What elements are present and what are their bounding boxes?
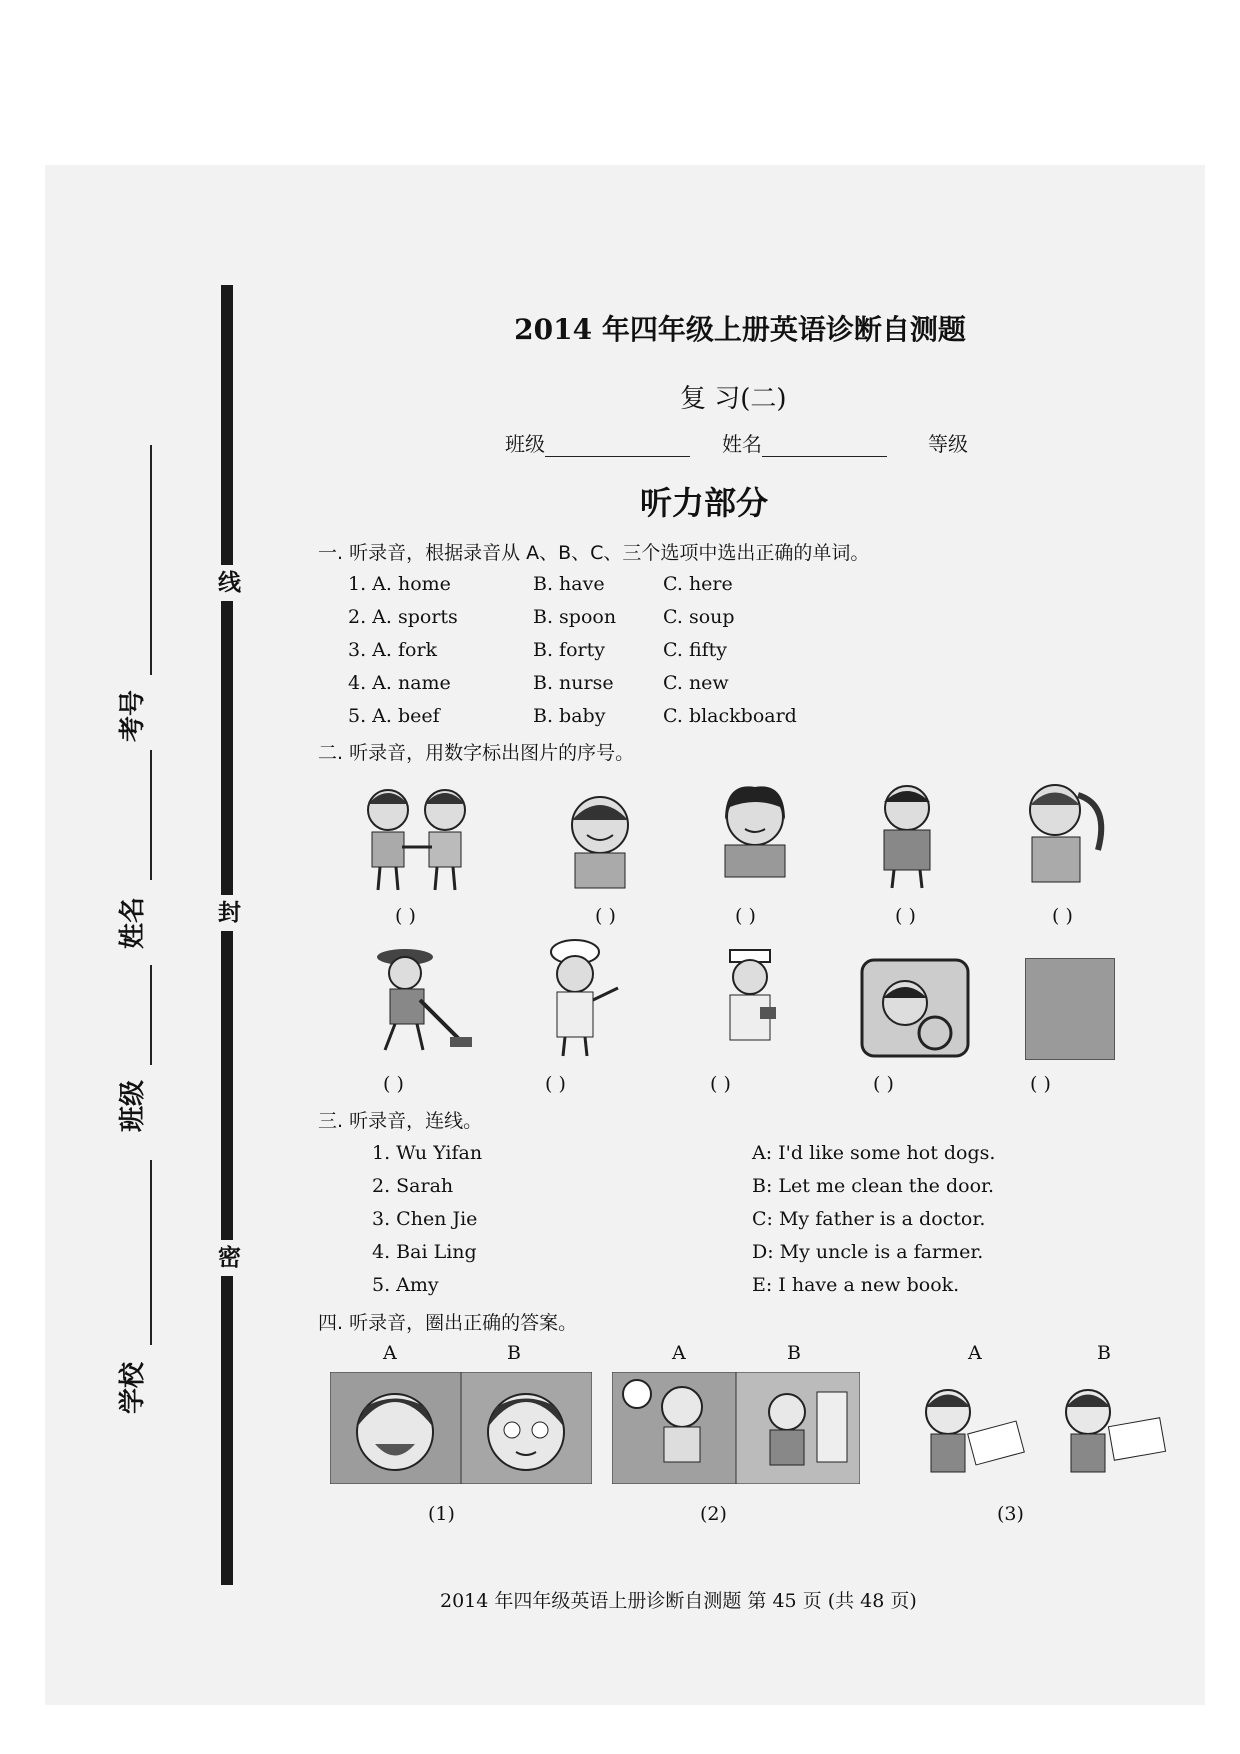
- nurse-icon: [705, 945, 795, 1055]
- girl-icon: [700, 782, 810, 882]
- paren-3[interactable]: ( ): [735, 905, 756, 927]
- q4-option-c[interactable]: C. new: [663, 672, 729, 694]
- paren-7[interactable]: ( ): [545, 1073, 566, 1095]
- name-field-label: 姓名: [722, 432, 762, 456]
- match-right-e[interactable]: E: I have a new book.: [752, 1274, 960, 1296]
- seal-word-seal: 封: [218, 895, 236, 931]
- q5-option-a[interactable]: 5. A. beef: [348, 705, 440, 727]
- q1-option-a[interactable]: 1. A. home: [348, 573, 451, 595]
- smiling-girl-icon: [545, 790, 655, 890]
- page-title: 2014 年四年级上册英语诊断自测题: [514, 313, 966, 346]
- q5-option-c[interactable]: C. blackboard: [663, 705, 797, 727]
- label-exam-number: 考号: [118, 690, 148, 743]
- part1-title: 一. 听录音，根据录音从 A、B、C、三个选项中选出正确的单词。: [318, 542, 870, 564]
- paren-9[interactable]: ( ): [873, 1073, 894, 1095]
- label-class: 班级: [118, 1080, 148, 1133]
- grade-field[interactable]: [928, 428, 968, 457]
- q3-option-b[interactable]: B. forty: [533, 639, 605, 661]
- label-school: 学校: [118, 1362, 148, 1415]
- q2-option-b[interactable]: B. spoon: [533, 606, 617, 628]
- name-line: [150, 750, 152, 880]
- paren-10[interactable]: ( ): [1030, 1073, 1051, 1095]
- farmer-icon: [365, 945, 475, 1055]
- match-left-5[interactable]: 5. Amy: [372, 1274, 439, 1296]
- q4-number-2: (2): [700, 1503, 727, 1525]
- grade-field-label: 等级: [928, 432, 968, 456]
- two-girls-icon: [350, 782, 485, 892]
- paren-5[interactable]: ( ): [1052, 905, 1073, 927]
- match-left-4[interactable]: 4. Bai Ling: [372, 1241, 477, 1263]
- part2-title: 二. 听录音，用数字标出图片的序号。: [318, 742, 635, 764]
- ball-and-painting-image[interactable]: [612, 1372, 860, 1484]
- match-right-a[interactable]: A: I'd like some hot dogs.: [752, 1142, 996, 1164]
- q3-option-c[interactable]: C. fifty: [663, 639, 728, 661]
- q4-2-letter-b: B: [787, 1342, 801, 1364]
- q2-option-c[interactable]: C. soup: [663, 606, 735, 628]
- match-right-b[interactable]: B: Let me clean the door.: [752, 1175, 995, 1197]
- class-field[interactable]: [505, 428, 690, 457]
- class-line: [150, 965, 152, 1065]
- match-left-1[interactable]: 1. Wu Yifan: [372, 1142, 483, 1164]
- part3-title: 三. 听录音，连线。: [318, 1110, 483, 1132]
- name-field[interactable]: [722, 428, 887, 457]
- q4-2-letter-a: A: [672, 1342, 686, 1364]
- q4-option-b[interactable]: B. nurse: [533, 672, 614, 694]
- q1-option-b[interactable]: B. have: [533, 573, 605, 595]
- match-left-3[interactable]: 3. Chen Jie: [372, 1208, 478, 1230]
- paren-6[interactable]: ( ): [383, 1073, 404, 1095]
- section-heading: 听力部分: [640, 484, 769, 522]
- class-field-label: 班级: [505, 432, 545, 456]
- match-right-c[interactable]: C: My father is a doctor.: [752, 1208, 986, 1230]
- match-left-2[interactable]: 2. Sarah: [372, 1175, 454, 1197]
- laughing-girls-image[interactable]: [330, 1372, 592, 1484]
- seal-word-secret: 密: [218, 1240, 236, 1276]
- seal-word-line: 线: [218, 565, 236, 601]
- q4-1-letter-b: B: [507, 1342, 521, 1364]
- page-subtitle: 复 习(二): [680, 384, 787, 414]
- q1-option-c[interactable]: C. here: [663, 573, 733, 595]
- paren-1[interactable]: ( ): [395, 905, 416, 927]
- page-footer: 2014 年四年级英语上册诊断自测题 第 45 页 (共 48 页): [440, 1590, 917, 1612]
- driver-icon: [860, 958, 970, 1058]
- q4-number-1: (1): [428, 1503, 455, 1525]
- paren-2[interactable]: ( ): [595, 905, 616, 927]
- q5-option-b[interactable]: B. baby: [533, 705, 606, 727]
- paren-8[interactable]: ( ): [710, 1073, 731, 1095]
- q4-3-letter-a: A: [968, 1342, 982, 1364]
- binding-line: [221, 285, 233, 1585]
- photo-woman-icon: [1025, 958, 1115, 1060]
- q2-option-a[interactable]: 2. A. sports: [348, 606, 458, 628]
- part4-title: 四. 听录音，圈出正确的答案。: [318, 1312, 578, 1334]
- ponytail-girl-icon: [1010, 775, 1120, 890]
- cook-icon: [530, 938, 630, 1058]
- exam-number-line: [150, 445, 152, 675]
- label-name: 姓名: [118, 897, 148, 950]
- match-right-d[interactable]: D: My uncle is a farmer.: [752, 1241, 984, 1263]
- school-line: [150, 1160, 152, 1345]
- q4-number-3: (3): [997, 1503, 1024, 1525]
- q4-3-letter-b: B: [1097, 1342, 1111, 1364]
- writing-letters-image[interactable]: [893, 1372, 1175, 1484]
- q3-option-a[interactable]: 3. A. fork: [348, 639, 438, 661]
- paren-4[interactable]: ( ): [895, 905, 916, 927]
- boy-icon: [862, 780, 952, 890]
- q4-option-a[interactable]: 4. A. name: [348, 672, 451, 694]
- q4-1-letter-a: A: [383, 1342, 397, 1364]
